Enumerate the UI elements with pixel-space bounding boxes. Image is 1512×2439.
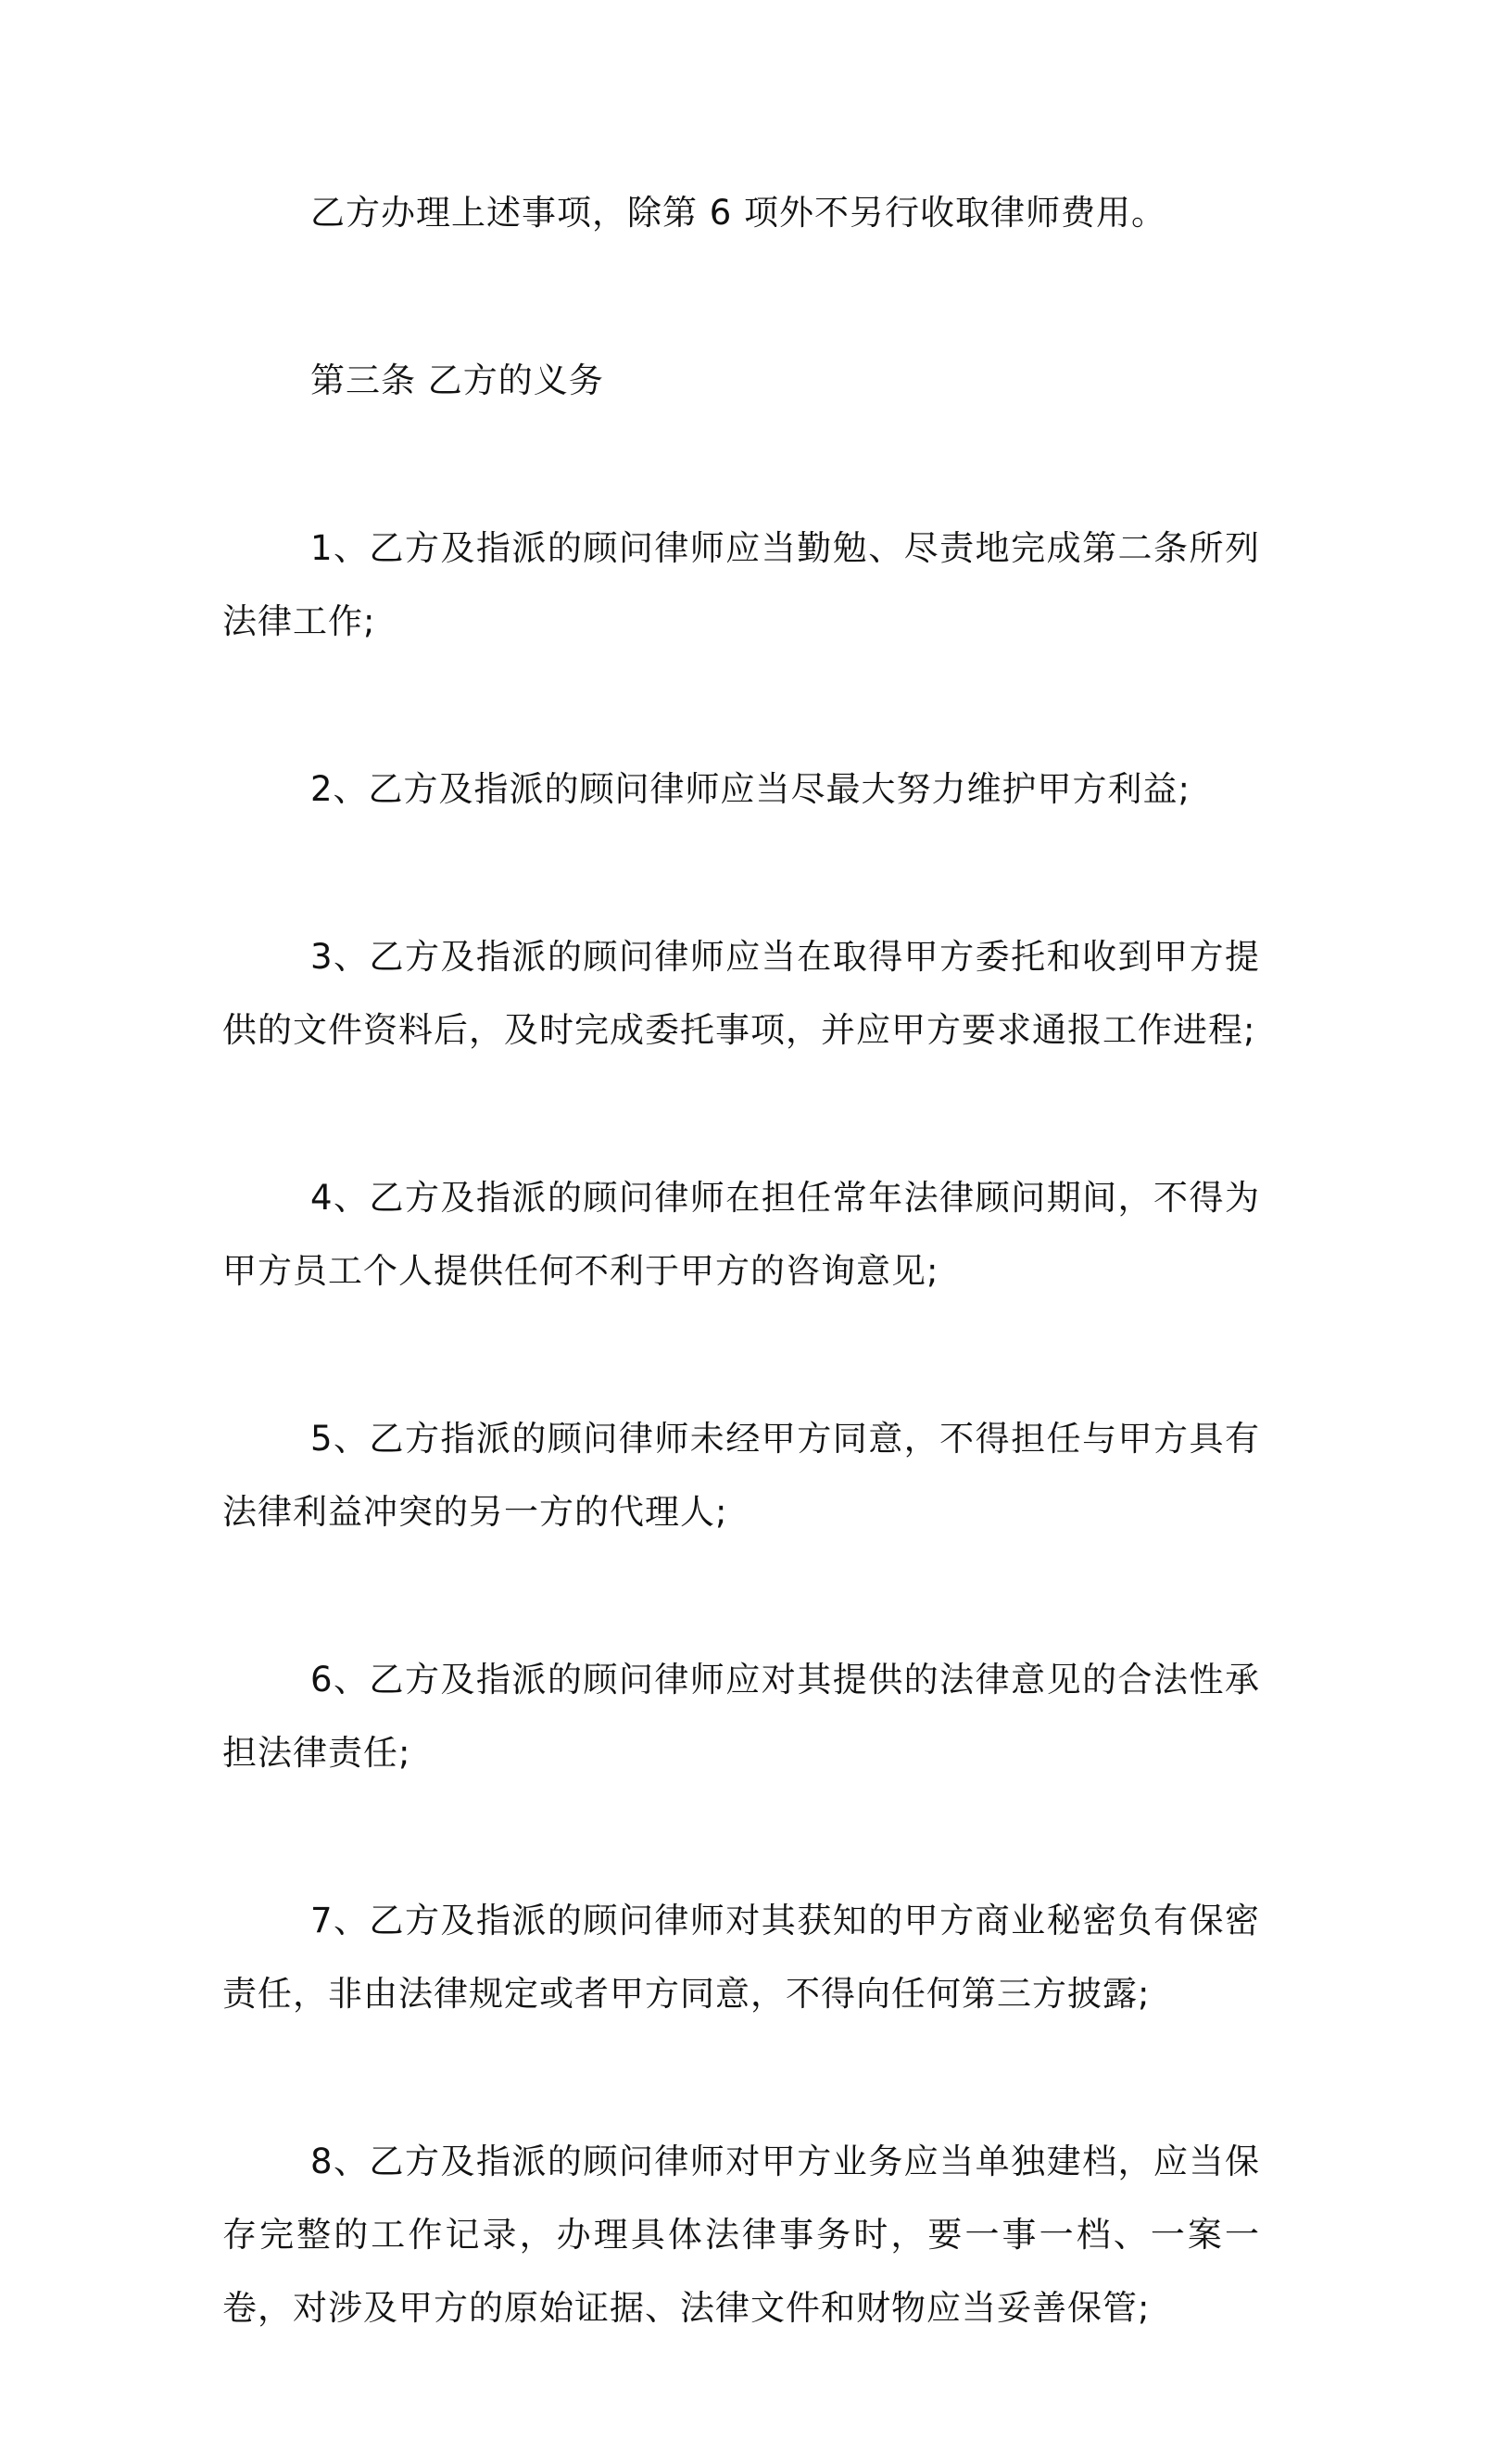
clause-1: 1、乙方及指派的顾问律师应当勤勉、尽责地完成第二条所列法律工作; — [222, 528, 1260, 641]
clause-6: 6、乙方及指派的顾问律师应对其提供的法律意见的合法性承担法律责任; — [222, 1660, 1260, 1773]
clause-5: 5、乙方指派的顾问律师未经甲方同意，不得担任与甲方具有法律利益冲突的另一方的代理人; — [222, 1419, 1260, 1532]
clause-2: 2、乙方及指派的顾问律师应当尽最大努力维护甲方利益; — [310, 769, 1191, 809]
clause-4: 4、乙方及指派的顾问律师在担任常年法律顾问期间，不得为甲方员工个人提供任何不利于甲方的咨询意见; — [222, 1178, 1260, 1291]
section-heading-article-3: 第三条 乙方的义务 — [310, 360, 604, 400]
clause-8: 8、乙方及指派的顾问律师对甲方业务应当单独建档，应当保存完整的工作记录，办理具体法律事务时，要一事一档、一案一卷，对涉及甲方的原始证据、法律文件和财物应当妥善保管; — [222, 2142, 1260, 2328]
clause-3: 3、乙方及指派的顾问律师应当在取得甲方委托和收到甲方提供的文件资料后，及时完成委托事项，并应甲方要求通报工作进程; — [222, 937, 1260, 1050]
paragraph-fee-note: 乙方办理上述事项，除第 6 项外不另行收取律师费用。 — [310, 193, 1167, 233]
clause-7: 7、乙方及指派的顾问律师对其获知的甲方商业秘密负有保密责任，非由法律规定或者甲方同意，不得向任何第三方披露; — [222, 1901, 1260, 2014]
document-body — [222, 176, 1260, 2439]
